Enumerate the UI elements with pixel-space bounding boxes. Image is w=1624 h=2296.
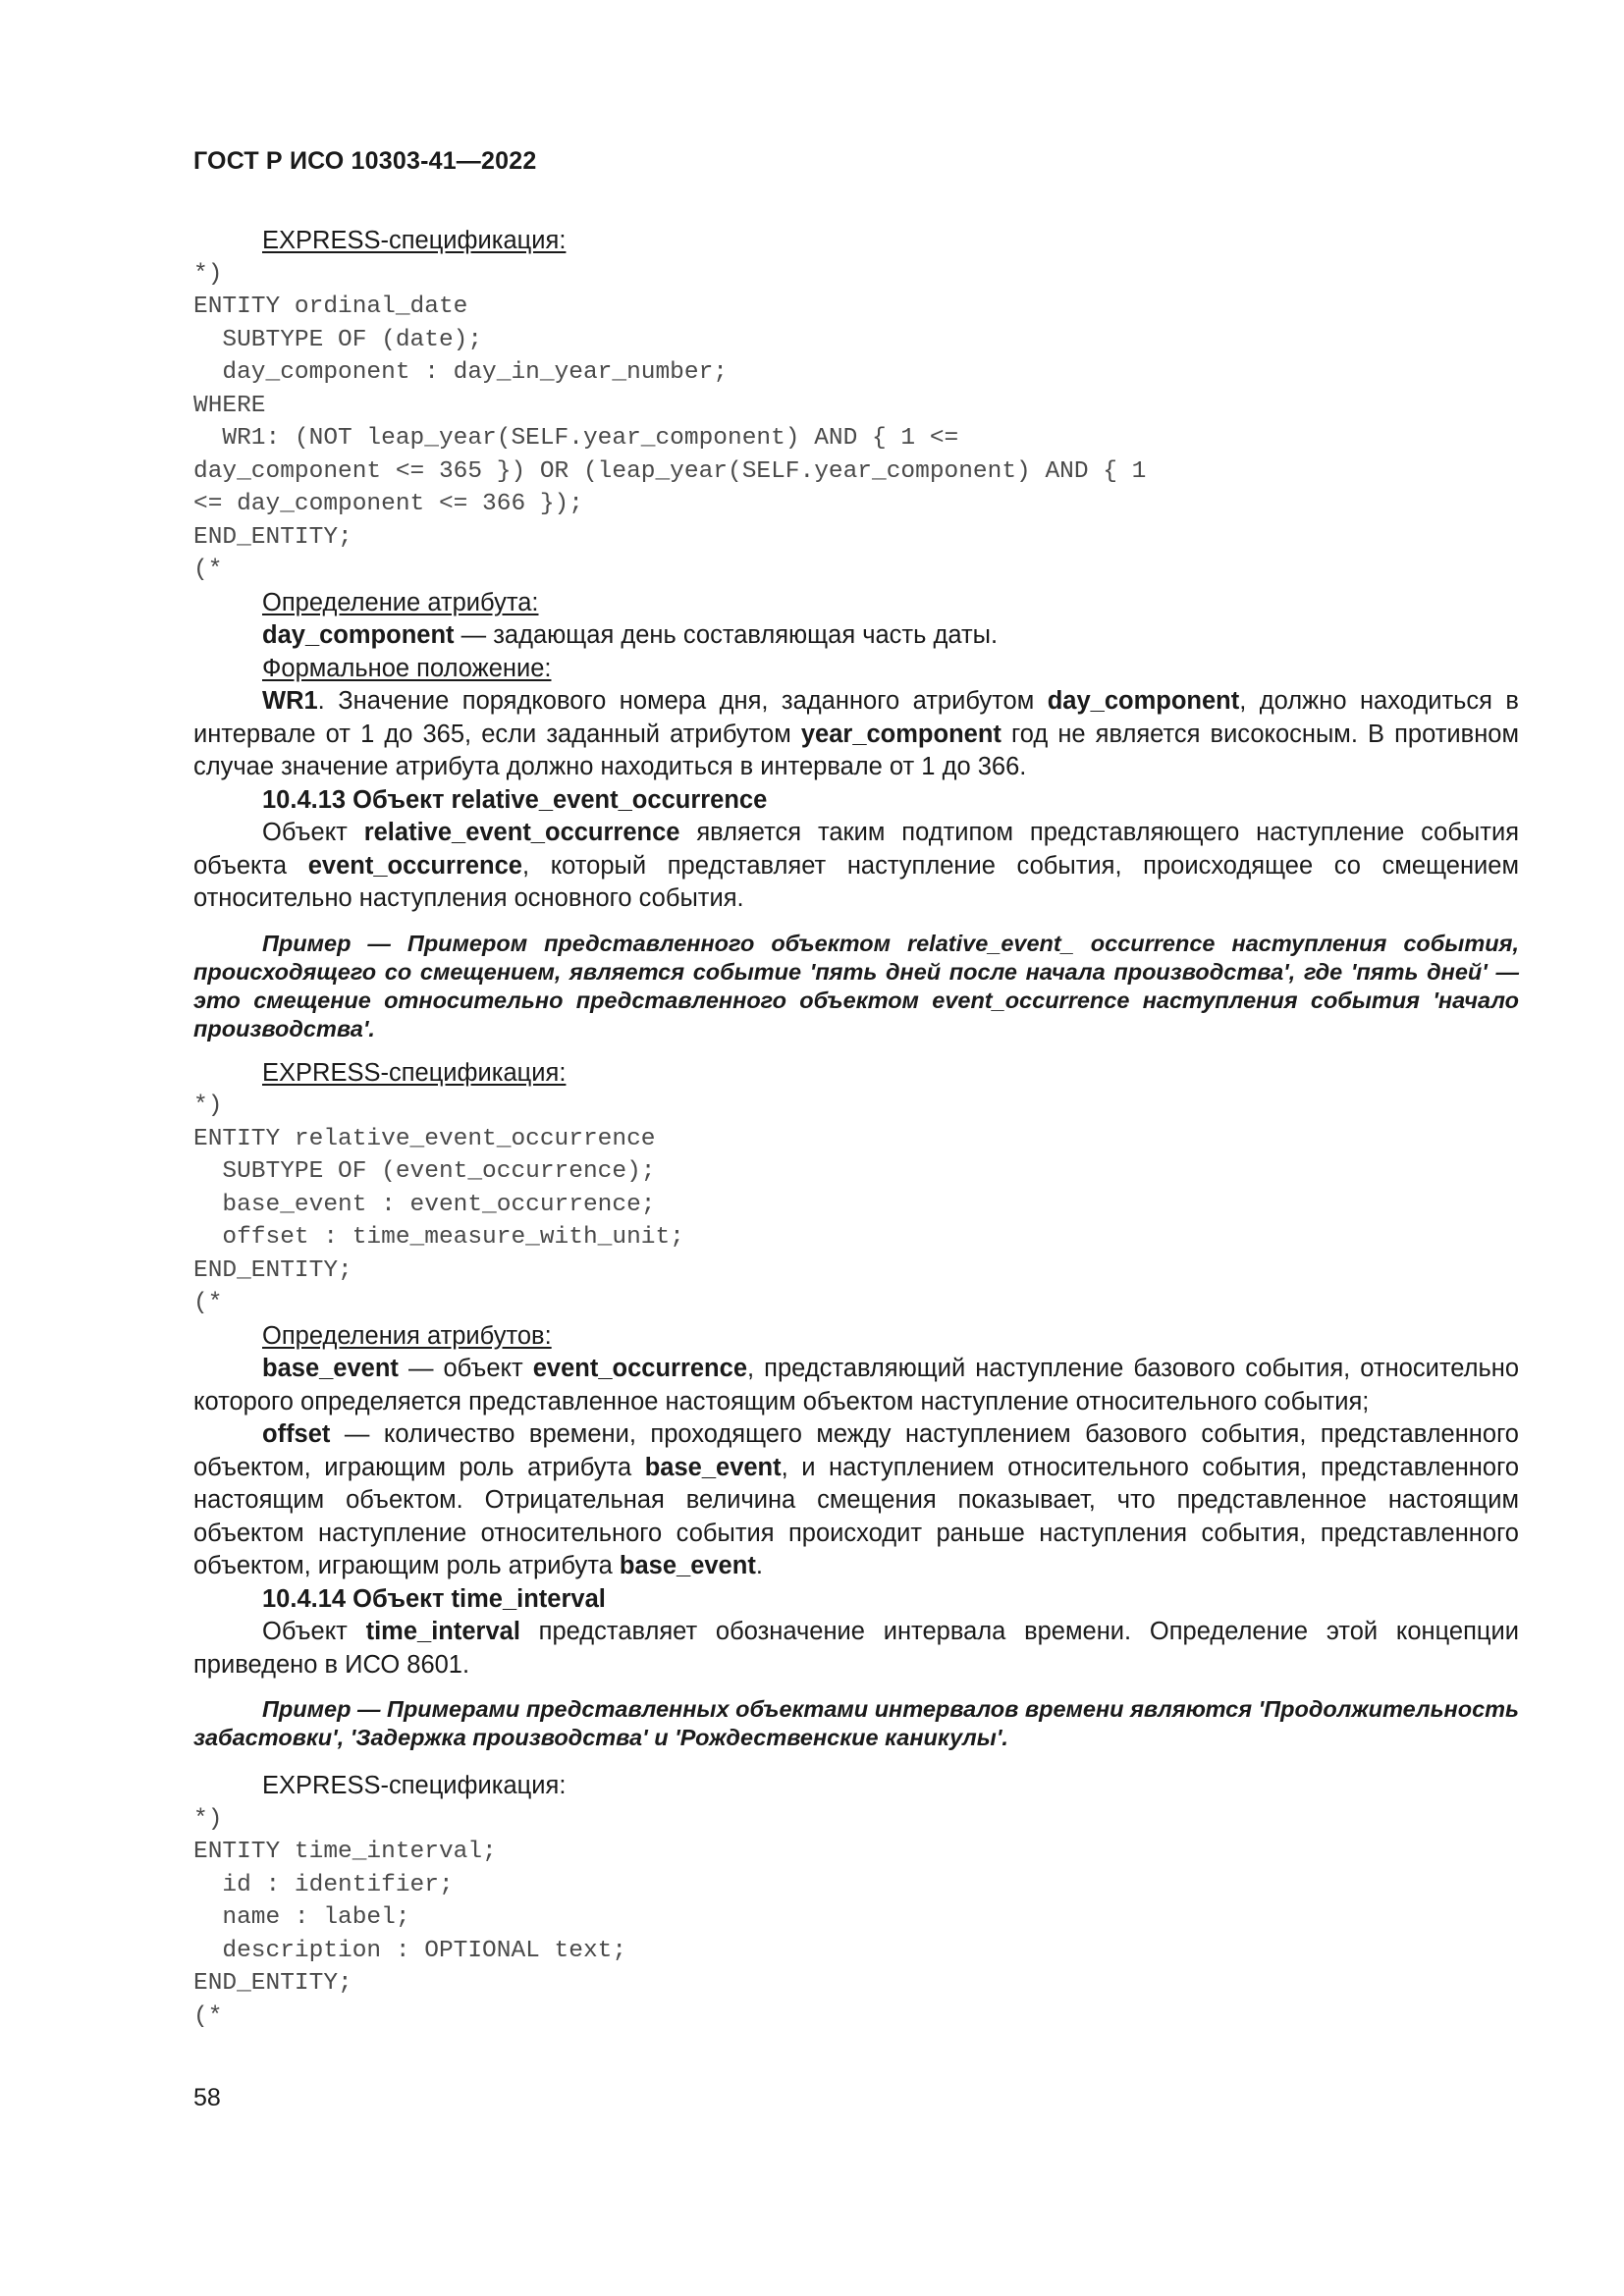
attribute-name: base_event (262, 1355, 399, 1382)
relative-event-description (193, 817, 1519, 916)
text-run: . Значение порядкового номера дня, заданного атрибутом (317, 687, 1048, 715)
bold-term: event_occurrence (532, 1355, 748, 1382)
text-run: является таким подтипом представляющего наступление события объекта (193, 819, 1519, 880)
express-spec-label: EXPRESS-спецификация: (262, 1058, 567, 1087)
example-time-interval: Пример — Примерами представленных объектами интервалов времени являются 'Продолжительность забастовки', 'Задержка производства' и 'Рождественские каникулы'. (193, 1696, 1519, 1750)
text-run: — количество времени, проходящего между наступлением базового события, представленного объектом, играющим роль атрибута (193, 1420, 1519, 1481)
section-heading-10-4-14: 10.4.14 Объект time_interval (262, 1584, 606, 1613)
attribute-definition-base-event (193, 1353, 1519, 1418)
attribute-definition-offset (193, 1418, 1519, 1583)
bold-term: day_component (1047, 687, 1240, 715)
text-run: , который представляет наступление события, происходящее со смещением относительно наступления основного события. (193, 851, 1519, 912)
bold-term: relative_event_occurrence (363, 819, 680, 846)
express-spec-label: EXPRESS-спецификация: (262, 227, 567, 254)
express-spec-label: EXPRESS-спецификация: (262, 1772, 567, 1799)
text-run: Объект (262, 1618, 366, 1645)
time-interval-description (193, 1616, 1519, 1682)
rule-wr1-paragraph (193, 685, 1519, 784)
attribute-name: day_component (262, 621, 455, 649)
rule-name: WR1 (262, 687, 318, 715)
text-run: Объект (262, 819, 364, 846)
text-run: , и наступлением относительного события, представленного настоящим объектом. Отрицательная величина смещения показывает, что представленное настоящим объектом наступление относительного события происходит раньше наступления события, представленного объектом, играющим роль атрибута (193, 1453, 1519, 1579)
code-block-time-interval: *) ENTITY time_interval; id : identifier; name : label; description : OPTIONAL text; END_ENTITY; (* (193, 1805, 627, 2030)
document-header: ГОСТ Р ИСО 10303-41—2022 (193, 147, 537, 175)
attribute-definition-day-component (193, 619, 1519, 653)
text-run: , должно находиться в интервале от 1 до 365, если заданный атрибутом (193, 687, 1519, 748)
attribute-description: — задающая день составляющая часть даты. (454, 621, 999, 649)
text-run: представляет обозначение интервала времени. Определение этой концепции приведено в ИСО 8601. (193, 1618, 1519, 1679)
text-run: , представляющий наступление базового события, относительно которого определяется представленное настоящим объектом наступление относительного события; (193, 1355, 1519, 1415)
attribute-name: offset (262, 1420, 331, 1448)
page-number: 58 (193, 2084, 221, 2111)
text-run: . (755, 1552, 763, 1579)
attribute-definition-label: Определение атрибута: (262, 588, 539, 616)
attributes-definition-label: Определения атрибутов: (262, 1321, 552, 1350)
text-run: год не является високосным. В противном случае значение атрибута должно находиться в интервале от 1 до 366. (193, 720, 1519, 780)
example-relative-event: Пример — Примером представленного объектом relative_event_ occurrence наступления события, происходящего со смещением, является событие 'пять дней после начала производства', где 'пять дней' — это смещение относительно представленного объектом event_occurrence наступления события 'начало производства'. (193, 930, 1519, 1041)
code-block-relative-event: *) ENTITY relative_event_occurrence SUBTYPE OF (event_occurrence); base_event : event_occurrence; offset : time_measure_with_unit; END_ENTITY; (* (193, 1093, 684, 1316)
section-heading-10-4-13: 10.4.13 Объект relative_event_occurrence (262, 785, 768, 814)
bold-term: time_interval (365, 1618, 520, 1645)
text-run: — объект (398, 1355, 533, 1382)
bold-term: base_event (619, 1552, 756, 1579)
code-block-ordinal-date: *) ENTITY ordinal_date SUBTYPE OF (date); day_component : day_in_year_number; WHERE WR1: (NOT leap_year(SELF.year_component) AND { 1 <= day_component <= 365 }) OR (leap_year(SELF.year_component) AND { 1 <= day_component <= 366 }); END_ENTITY; (* (193, 260, 1147, 583)
bold-term: base_event (644, 1453, 782, 1481)
bold-term: year_component (800, 720, 1001, 748)
formal-proposition-label: Формальное положение: (262, 654, 552, 682)
page-content (193, 225, 1519, 2033)
bold-term: event_occurrence (307, 851, 522, 880)
